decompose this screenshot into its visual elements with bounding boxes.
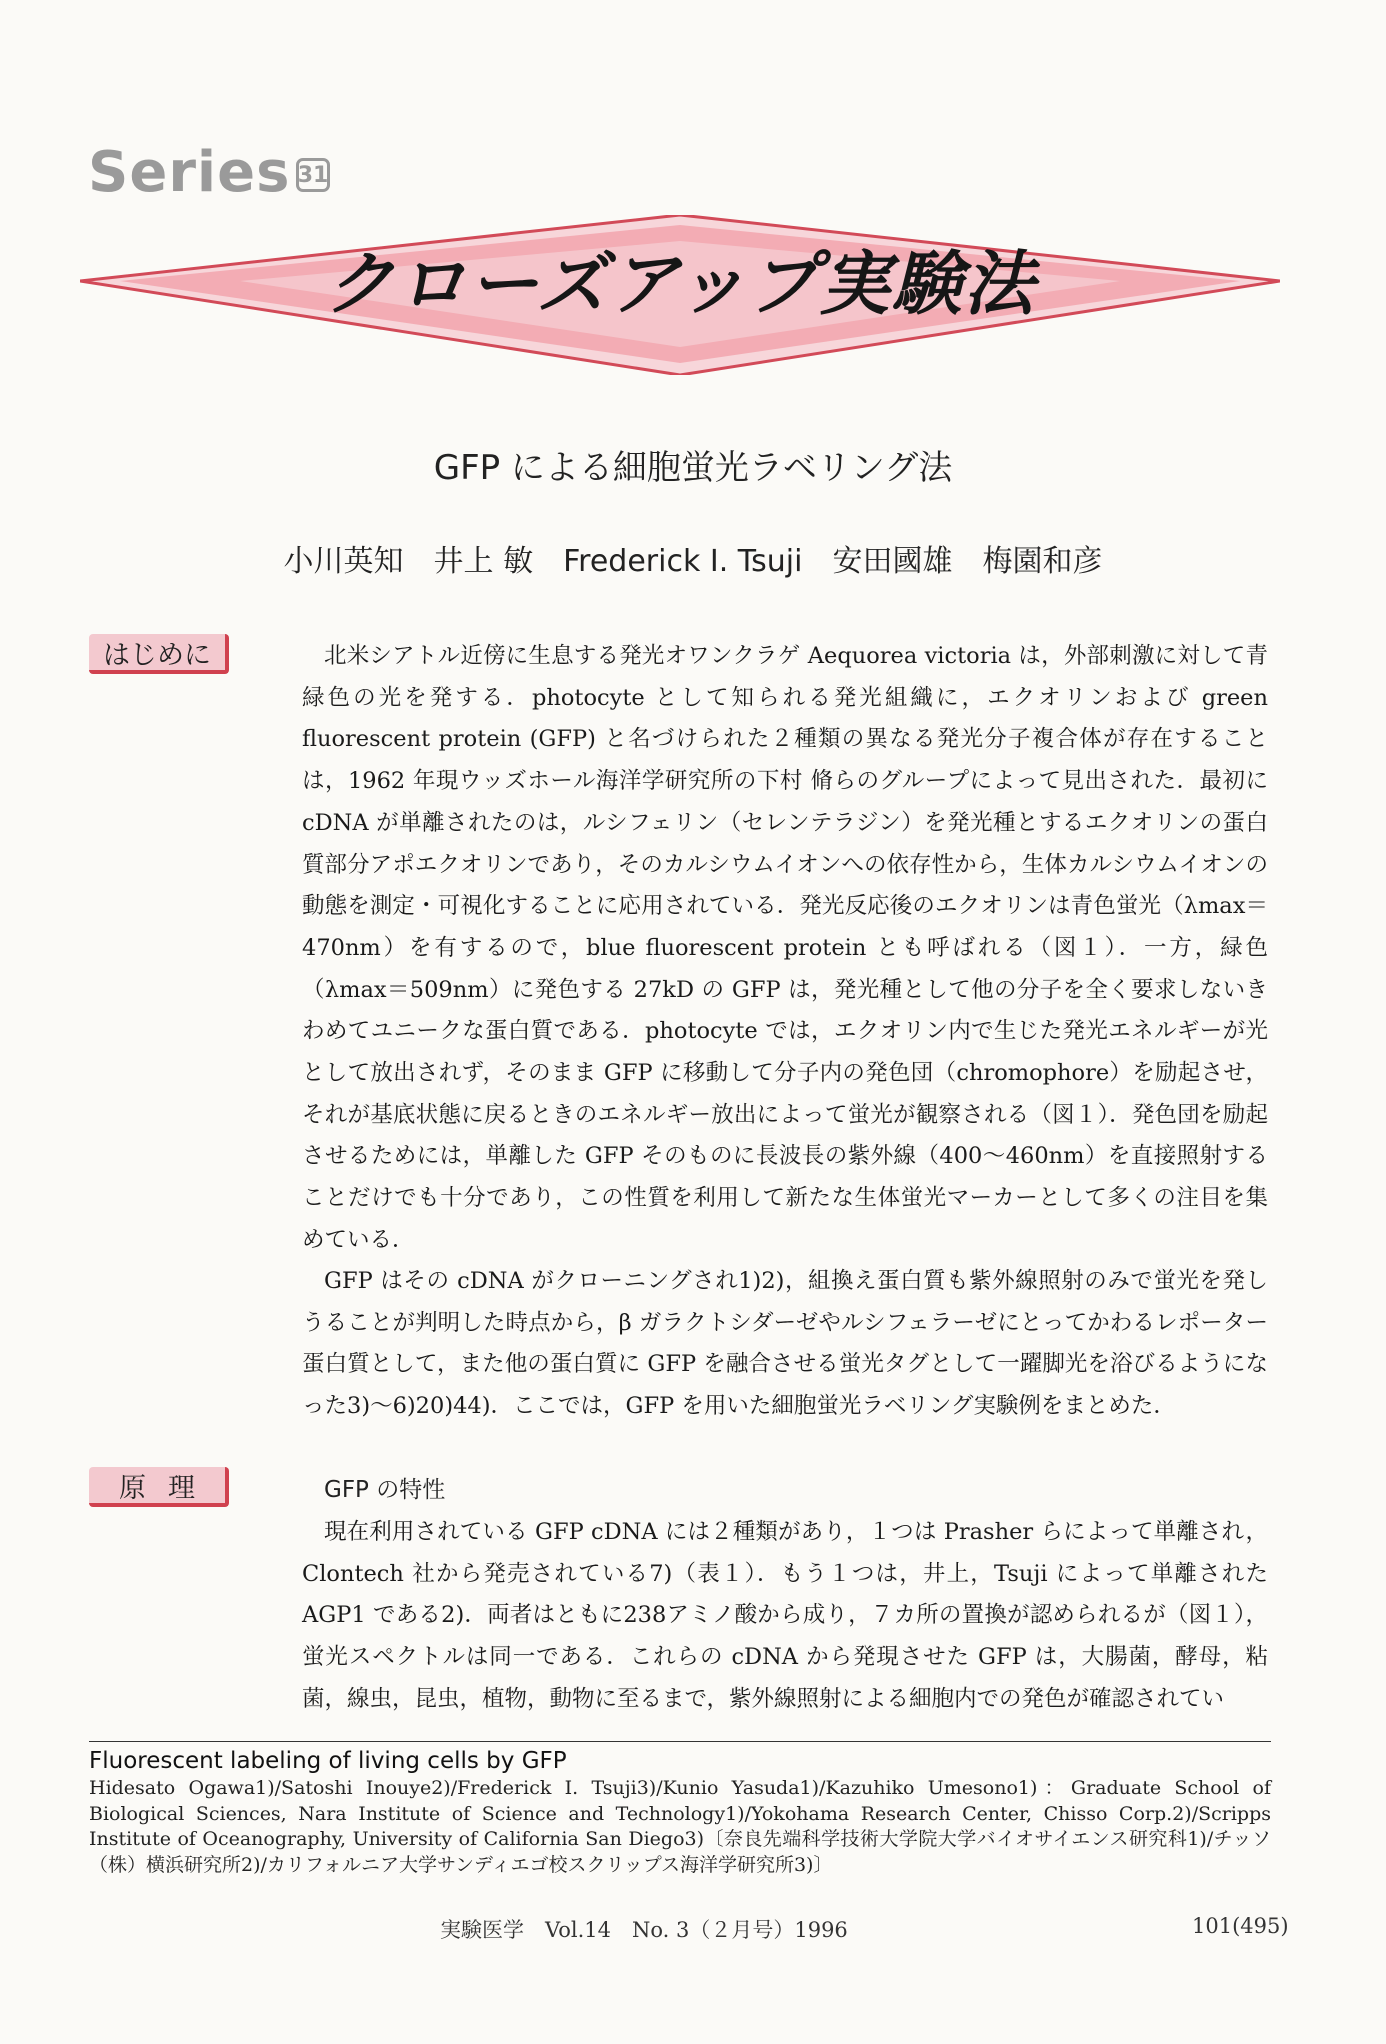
series-number-badge: 31 [296,158,330,192]
english-title: Fluorescent labeling of living cells by GFP [89,1748,567,1774]
page-number: 101(495) [1192,1914,1289,1938]
principle-paragraph-1: 現在利用されている GFP cDNA には２種類があり，１つは Prasher らによって単離され，Clontech 社から発売されている7)（表１）．もう１つは，井上，Tsuji によって単離された AGP1 である2)．両者はともに238アミノ酸から成り，７カ所の置換が認められるが（図１），蛍光スペクトルは同一である．これらの cDNA から発現させた GFP は，大腸菌，酵母，粘菌，線虫，昆虫，植物，動物に至るまで，紫外線照射による細胞内での発色が確認されてい [302,1519,1268,1712]
series-label: Series [88,140,291,205]
author-list: 小川英知 井上 敏 Frederick I. Tsuji 安田國雄 梅園和彦 [283,544,1103,579]
subsection-heading: GFP の特性 [324,1477,446,1503]
journal-citation: 実験医学 Vol.14 No. 3（２月号）1996 [440,1918,848,1942]
intro-paragraph-2: GFP はその cDNA がクローニングされ1)2)，組換え蛋白質も紫外線照射のみで蛍光を発しうることが判明した時点から，β ガラクトシダーゼやルシフェラーゼにとってかわるレポーター蛋白質として，また他の蛋白質に GFP を融合させる蛍光タグとして一躍脚光を浴びるようになった3)〜6)20)44)．ここでは，GFP を用いた細胞蛍光ラベリング実験例をまとめた． [302,1268,1268,1420]
footer-divider [89,1741,1271,1742]
section-label-intro: はじめに [89,634,229,674]
author-affiliations: Hidesato Ogawa1)/Satoshi Inouye2)/Frederick I. Tsuji3)/Kunio Yasuda1)/Kazuhiko Umesono1)：Graduate School of Biological Sciences, Nara Institute of Science and Technology1)/Yokohama Research Center, Chisso Corp.2)/Scripps Institute of Oceanography, University of California San Diego3)〔奈良先端科学技術大学院大学バイオサイエンス研究科1)/チッソ（株）横浜研究所2)/カリフォルニア大学サンディエゴ校スクリップス海洋学研究所3)〕 [89,1777,1271,1876]
section-label-principle: 原理 [89,1467,229,1507]
intro-paragraph-1: 北米シアトル近傍に生息する発光オワンクラゲ Aequorea victoria は，外部刺激に対して青緑色の光を発する．photocyte として知られる発光組織に，エクオリンおよび green fluorescent protein (GFP) と名づけられた２種類の異なる発光分子複合体が存在することは，1962 年現ウッズホール海洋学研究所の下村 脩らのグループによって見出された．最初に cDNA が単離されたのは，ルシフェリン（セレンテラジン）を発光種とするエクオリンの蛋白質部分アポエクオリンであり，そのカルシウムイオンへの依存性から，生体カルシウムイオンの動態を測定・可視化することに応用されている．発光反応後のエクオリンは青色蛍光（λmax＝470nm）を有するので，blue fluorescent protein とも呼ばれる（図１）．一方，緑色（λmax＝509nm）に発色する 27kD の GFP は，発光種として他の分子を全く要求しないきわめてユニークな蛋白質である．photocyte では，エクオリン内で生じた発光エネルギーが光として放出されず，そのまま GFP に移動して分子内の発色団（chromophore）を励起させ，それが基底状態に戻るときのエネルギー放出によって蛍光が観察される（図１）．発色団を励起させるためには，単離した GFP そのものに長波長の紫外線（400〜460nm）を直接照射することだけでも十分であり，この性質を利用して新たな生体蛍光マーカーとして多くの注目を集めている． [302,643,1268,1253]
banner-title: クローズアップ実験法 [324,243,1036,325]
article-title: GFP による細胞蛍光ラベリング法 [433,448,953,488]
